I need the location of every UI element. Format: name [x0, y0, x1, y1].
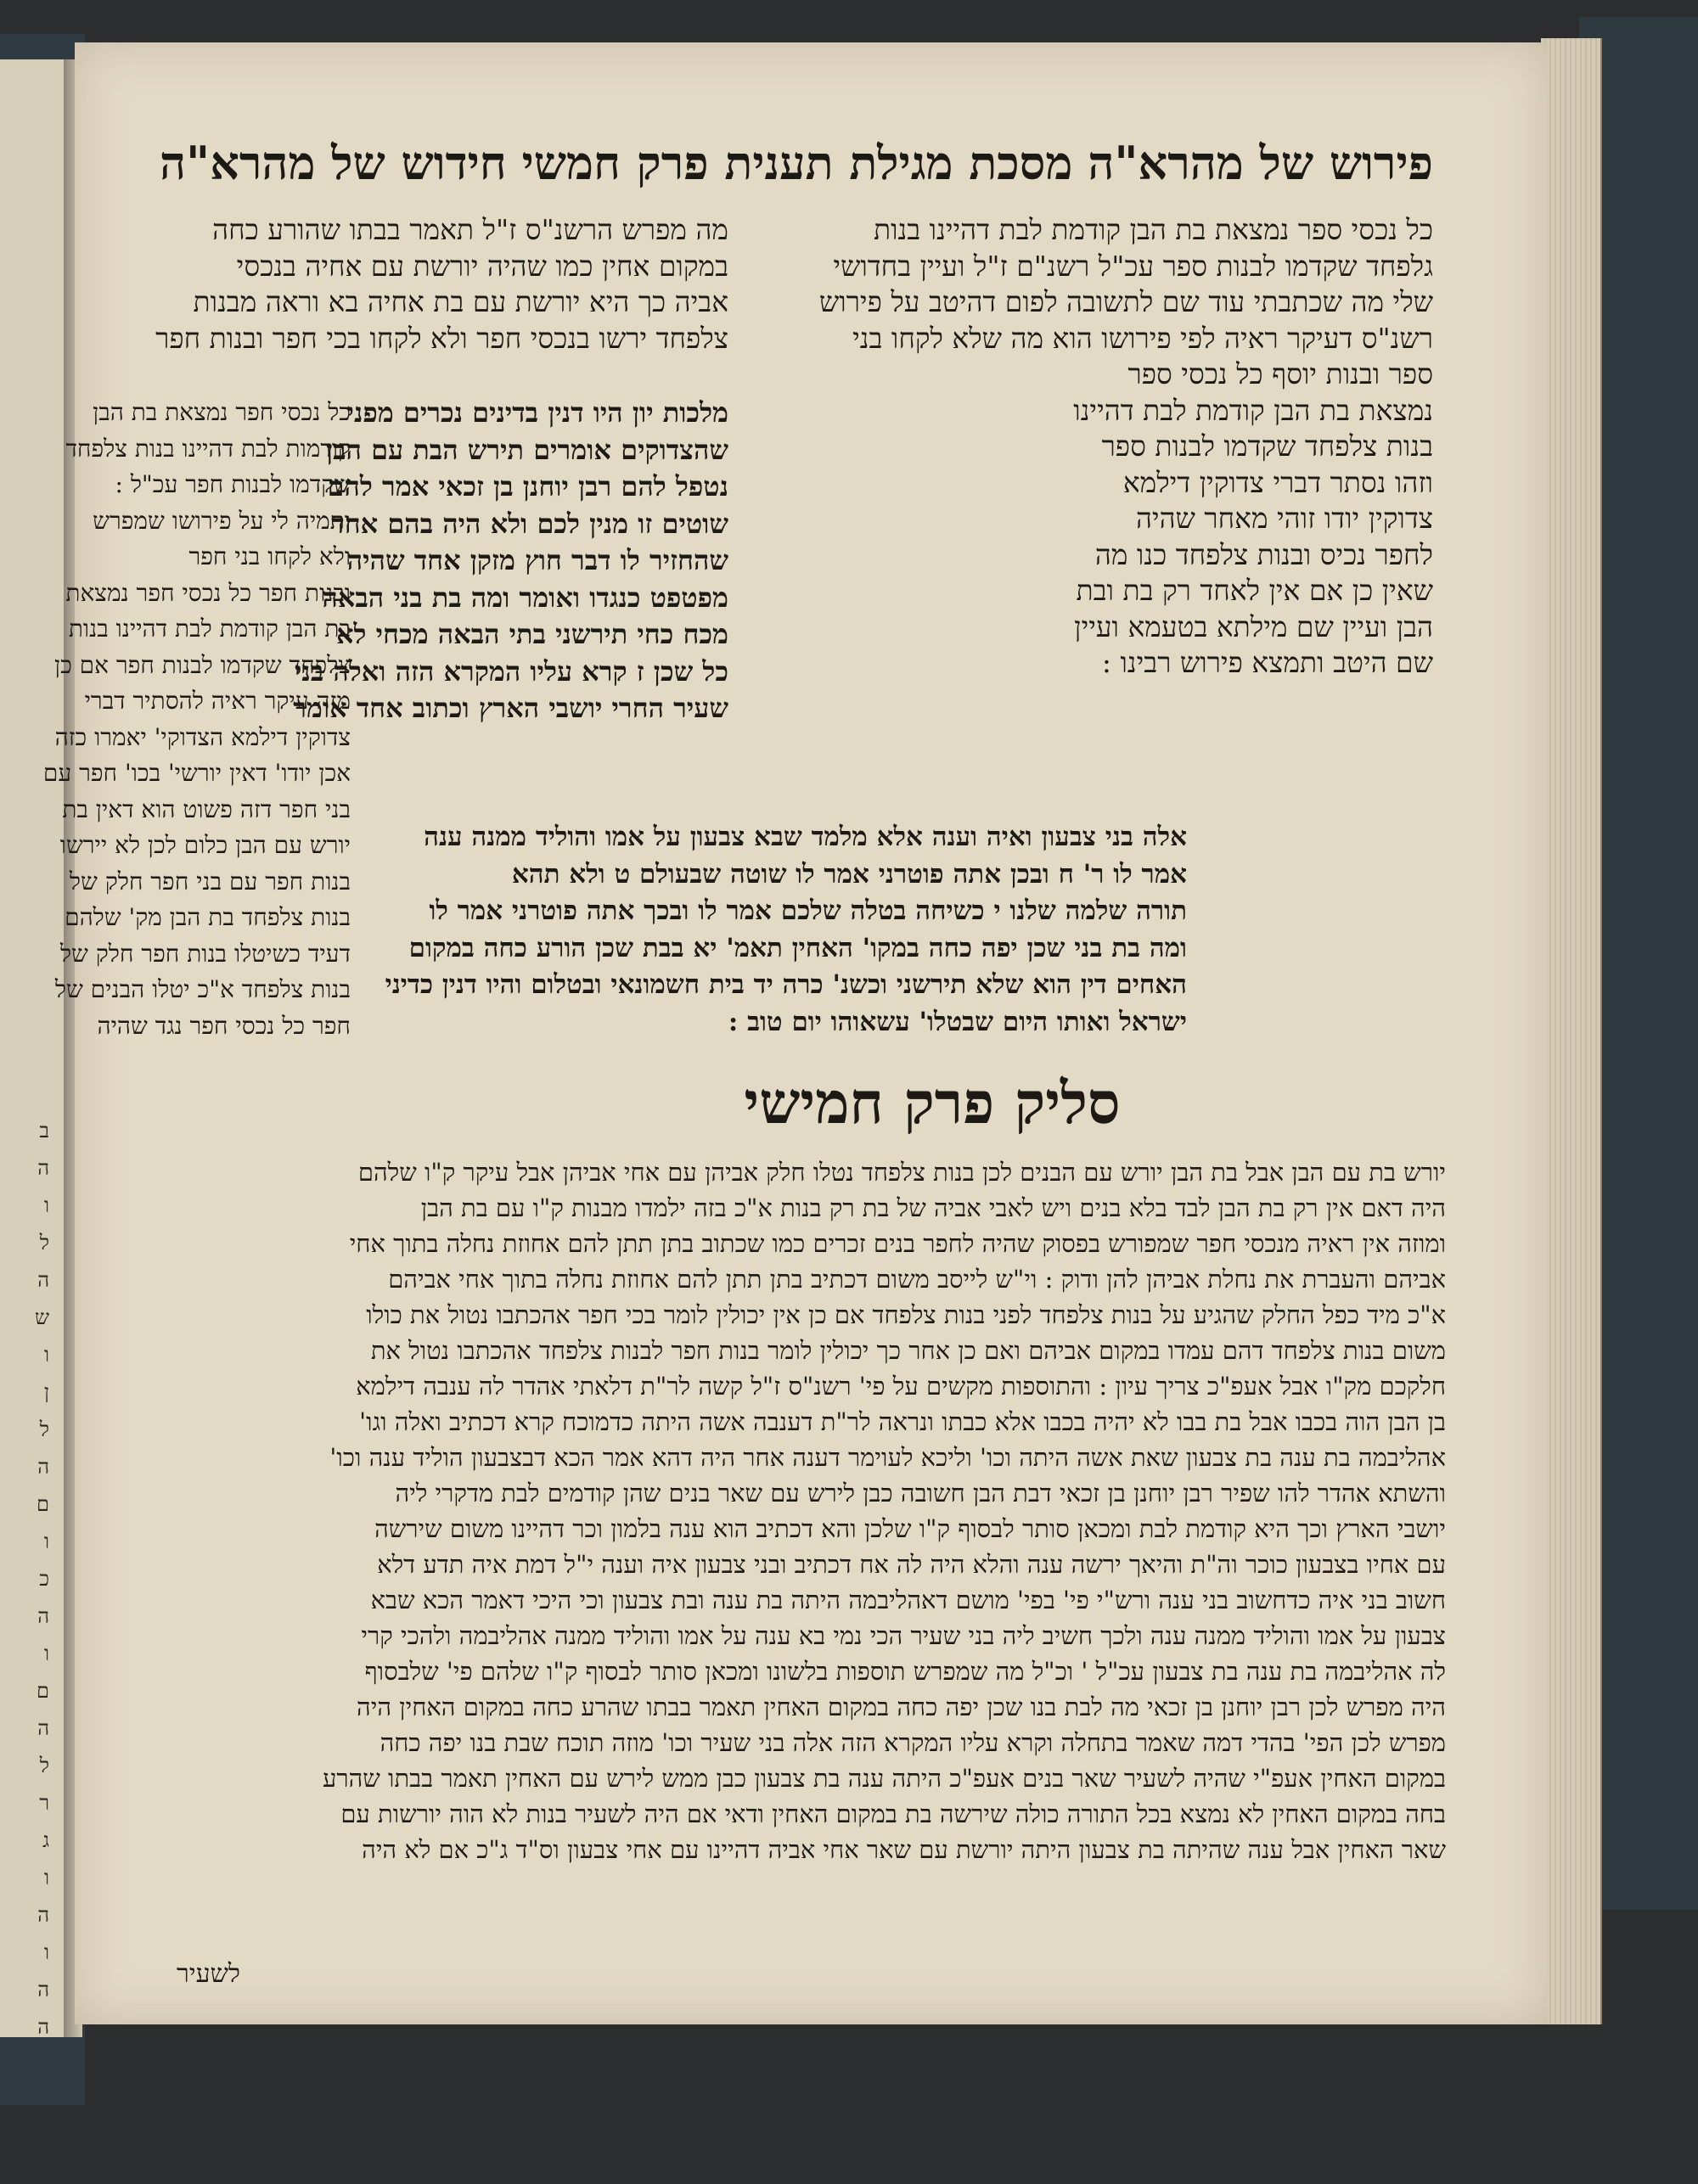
- commentary-line: ספר ובנות יוסף כל נכסי ספר: [1127, 357, 1433, 390]
- facing-page-letter: ו: [43, 1530, 49, 1553]
- facing-page-letter: ל: [39, 1231, 49, 1255]
- commentary-line: במקום האחין אעפ"י שהיה לשעיר שאר בנים אעפ"כ היתה ענה בת צבעון כבן ממש לירש עם האחין תאמר בבתו שהרע: [322, 1764, 1446, 1793]
- facing-page-letter: ו: [43, 1343, 49, 1367]
- novellae-line: ובנות חפר כל נכסי חפר נמצאת: [65, 578, 351, 607]
- commentary-line: שם היטב ותמצא פירוש רבינו :: [1101, 646, 1433, 679]
- facing-page-letter: ם: [37, 1492, 49, 1516]
- commentary-line: יושבי הארץ וכך היא קודמת לבת ומכאן סותר לבסוף ק"ו שלכן והא דכתיב הוא ענה בלמון וכר דהיינו משום שירשה: [374, 1514, 1446, 1543]
- facing-page-letter: ג: [42, 1828, 49, 1852]
- novellae-line: אביה כך היא יורשת עם בת אחיה בא וראה מבנות: [193, 285, 728, 318]
- commentary-line: צדוקין יודו זוהי מאחר שהיה: [1135, 502, 1433, 535]
- novellae-line: צלפחד ירשו בנכסי חפר ולא לקחו בכי חפר ובנות חפר: [155, 321, 728, 355]
- chapter-closing-heading: סליק פרק חמישי: [744, 1070, 1121, 1137]
- facing-page-letter: ה: [37, 1156, 49, 1180]
- novellae-line: בנות צלפחד בת הבן מק' שלהם: [65, 903, 351, 931]
- novellae-line: מה מפרש הרשנ"ס ז"ל תאמר בבתו שהורע כחה: [212, 213, 728, 246]
- commentary-line: היה מפרש לכן רבן יוחנן בן זכאי מה לבת בנו שכן יפה כחה במקום האחין תאמר בבתו שהרע כחה במקום האחין היה: [357, 1693, 1446, 1721]
- facing-page-letter: ו: [43, 1193, 49, 1217]
- commentary-block: [121, 1154, 1446, 1978]
- commentary-line: משום בנות צלפחד דהם עמדו במקום אביהם ואם כן אחר כך יכולין לומר בנות חפר לבנות צלפחד אהכתבו נטול את: [370, 1336, 1446, 1365]
- facing-page-letter: ש: [35, 1305, 49, 1329]
- facing-page-letter: ל: [39, 1754, 49, 1777]
- commentary-line: צבעון על אמו והוליד ממנה ענה ולכך חשיב ליה בני שעיר הכי נמי בא ענה על אמו והוליד ממנה אהליבמה ולהכי קרי: [361, 1621, 1446, 1650]
- commentary-line: עם אחיו בצבעון כוכר וה"ת והיאך ירשה ענה והלא היה לה אח דכתיב ובני צבעון איה וענה י"ל דמת איה תדע דלא: [377, 1550, 1446, 1579]
- main-text-line: תורה שלמה שלנו י כשיחה בטלה שלכם אמר לו ובכך אתה פוטרני אמר לו: [429, 895, 1187, 926]
- commentary-line: לחפר נכיס ובנות צלפחד כנו מה: [1094, 537, 1433, 571]
- novellae-line: דעיד כשיטלו בנות חפר חלק של: [59, 939, 351, 968]
- novellae-line: בת הבן קודמת לבת דהיינו בנות: [68, 615, 351, 643]
- commentary-line: שאין כן אם אין לאחד רק בת ובת: [1076, 574, 1433, 607]
- running-head-center: מסכת מגילת תענית פרק חמשי: [521, 136, 1073, 190]
- main-text-line: ומה בת בני שכן יפה כחה במקו' האחין תאמ' יא בבת שכן הורע כחה במקום: [408, 932, 1187, 963]
- commentary-line: א"כ מיד כפל החלק שהגיע על בנות צלפחד לפני בנות צלפחד אם כן אין יכולין לומר בכי חפר אהכתבו נטול את כולו: [366, 1300, 1446, 1329]
- commentary-line: אהליבמה בת ענה בת צבעון שאת אשה היתה וכו' וליכא לעוימר דענה אחר היה דהא אמר הכא דבצבעון הוליד ענה וכו': [329, 1443, 1446, 1472]
- main-text-column: [295, 395, 728, 828]
- main-text-line: שהחזיר לו דבר חוץ מזקן אחד שהיה: [346, 544, 728, 576]
- novellae-line: במקום אחין כמו שהיה יורשת עם אחיה בנכסי: [236, 249, 728, 283]
- commentary-line: יורש בת עם הבן אבל בת הבן יורש עם הבנים לכן בנות צלפחד נטלו חלק אביהן עם אחי אביהן אבל עיקר ק"ו שלהם: [357, 1158, 1446, 1187]
- main-text-line: אמר לו ר' ח ובכן אתה פוטרני אמר לו שוטה שבעולם ט ולא תהא: [511, 858, 1187, 890]
- facing-page-letter: ל: [39, 1418, 49, 1441]
- commentary-line: וזהו נסתר דברי צדוקין דילמא: [1122, 465, 1433, 499]
- commentary-line: מפרש לכן הפי' בהדי דמה שאמר בתחלה וקרא עליו המקרא הזה אלה בני שעיר וכו' מוזה תוכח שבת בנו יפה כחה: [380, 1728, 1446, 1757]
- facing-page-letter: ב: [39, 1119, 49, 1143]
- main-text-line: כל שכן ז קרא עליו המקרא הזה ואלה בני: [295, 654, 728, 688]
- commentary-line: בן הבן הוה בכבו אבל בת בבו לא יהיה בכבו אלא כבתו ונראה לר"ת דענבה אשה היתה כדמוכח קרא דכתיב ואלה וגו': [359, 1407, 1446, 1436]
- main-text-line: מפטפט כנגדו ואומר ומה בת בני הבאה: [322, 581, 728, 614]
- facing-page-letter: ה: [37, 1716, 49, 1740]
- running-head-left: חידוש של מהרא"ה: [160, 136, 507, 190]
- novellae-line: צלפחד שקדמו לבנות חפר אם כן: [53, 650, 351, 679]
- commentary-line: בחה במקום האחין לא נמצא בכל התורה כולה שירשה בת במקום האחין ודאי אם היה לשעיר בנות לא הוה יורשות עם: [340, 1799, 1446, 1828]
- facing-page-letter: ה: [37, 1978, 49, 2002]
- main-text-line: מלכות יון היו דנין בדינים נכרים מפני: [346, 396, 728, 429]
- facing-page-letter: ה: [37, 2015, 49, 2039]
- main-text-line: שהצדוקים אומרים תירש הבת עם הבן: [325, 433, 728, 466]
- main-text-line: האחים דין הוא שלא תירשני וכשנ' כרה יד בית חשמונאי ובטלום והיו דנין כדיני: [385, 969, 1187, 1000]
- commentary-line: רשנ"ס דעיקר ראיה לפי פירושו הוא מה שלא לקחו בני: [852, 321, 1433, 355]
- main-text-line: אלה בני צבעון ואיה וענה אלא מלמד שבא צבעון על אמו והוליד ממנה ענה: [424, 822, 1187, 852]
- running-head: [160, 136, 1433, 190]
- commentary-line: והשתא אהדר להו שפיר רבן יוחנן בן זכאי דבת הבן חשובה כבן לירש עם שאר בנים שהן קודמים לבת מדקרי ליה: [395, 1479, 1446, 1507]
- commentary-line: חלקכם מק"ו אבל אעפ"כ צריך עיון : והתוספות מקשים על פי' רשנ"ס ז"ל קשה לר"ת דלאתי אהדר לה ענבה דילמא: [356, 1372, 1446, 1401]
- commentary-line: שלי מה שכתבתי עוד שם לתשובה לפום דהיטב על פירוש: [818, 285, 1433, 318]
- novellae-line: ותמיה לי על פירושו שמפרש: [93, 506, 351, 535]
- novellae-line: חפר כל נכסי חפר נגד שהיה: [97, 1011, 351, 1040]
- facing-page-letter: ה: [37, 1455, 49, 1479]
- facing-page-letter: ו: [43, 1642, 49, 1665]
- commentary-line: בנות צלפחד שקדמו לבנות ספר: [1101, 430, 1433, 463]
- facing-page-letter: ן: [43, 1380, 49, 1404]
- facing-page-letter: ר: [39, 1791, 49, 1815]
- facing-page-letter: ו: [43, 1940, 49, 1964]
- commentary-line: גלפחד שקדמו לבנות ספר עכ"ל רשנ"ם ז"ל ועיין בחדושי: [833, 249, 1433, 283]
- novellae-line: אכן יודו' דאין יורשי' בכו' חפר עם: [42, 759, 351, 787]
- novellae-line: יורש עם הבן כלום לכן לא יירשו: [59, 831, 351, 859]
- facing-page-letter: ם: [37, 1679, 49, 1703]
- novellae-line: קודמות לבת דהיינו בנות צלפחד: [65, 434, 351, 463]
- novellae-line: ולא לקחו בני חפר: [188, 542, 351, 570]
- commentary-line: לה אהליבמה בת ענה בת צבעון עכ"ל ' וכ"ל מה שמפרש תוספות בלשונו ומכאן סותר לבסוף ק"ו שלהם פי' שלבסוף: [364, 1657, 1446, 1686]
- main-text-line: שוטים זו מנין לכם ולא היה בהם אחד: [331, 507, 728, 540]
- facing-page-letter: ה: [37, 1268, 49, 1292]
- novellae-line: בנות חפר עם בני חפר חלק של: [69, 867, 351, 895]
- commentary-line: היה דאם אין רק בת הבן לבד בלא בנים ויש לאבי אביה של בת רק בנות א"כ בזה ילמדו מבנות ק"ו עם בת הבן: [420, 1193, 1446, 1222]
- printed-page: [42, 42, 1548, 2024]
- novellae-line: מזה עיקר ראיה להסתיר דברי: [84, 687, 351, 715]
- commentary-line: הבן ועיין שם מילתא בטעמא ועיין: [1074, 609, 1433, 643]
- main-text-line: מכח כחי תירשני בתי הבאה מכחי לא: [336, 618, 728, 650]
- novellae-line: שקדמו לבנות חפר עכ"ל :: [115, 470, 351, 498]
- main-text-line: ישראל ואותו היום שבטלו' עשאוהו יום טוב :: [728, 1006, 1187, 1037]
- running-head-right: פירוש של מהרא"ה: [1088, 136, 1433, 190]
- facing-page-letter: ה: [37, 1903, 49, 1927]
- novellae-upper-block: [155, 212, 728, 373]
- catchword: לשעיר: [177, 1959, 240, 1989]
- facing-page-letter: ו: [43, 1866, 49, 1889]
- commentary-line: שאר האחין אבל ענה שהיתה בת צבעון היתה יורשת עם שאר אחי אביה דהיינו עם אחי צבעון וס"ד ג"כ אם לא היה: [362, 1835, 1446, 1864]
- commentary-line: חשוב בני איה כדחשוב בני ענה ורש"י פי' בפי' מושם דאהליבמה היתה בת ענה ובת צבעון וכי היכי דאמר הכא שבא: [370, 1586, 1446, 1614]
- commentary-right-column: [737, 212, 1433, 806]
- main-text-line: שעיר החרי יושבי הארץ וכתוב אחד אומר: [293, 692, 728, 724]
- novellae-line: בני חפר דזה פשוט הוא דאין בת: [62, 794, 351, 823]
- facing-page-letter: כ: [39, 1567, 49, 1591]
- facing-page-edge: [0, 59, 65, 2037]
- commentary-line: אביהם והעברת את נחלת אביהן להן ודוק : וי"ש לייסב משום דכתיב בתן תתן להם אחוזת נחלה בתוך אחי אביהם: [388, 1265, 1446, 1294]
- main-text-body: [228, 819, 1187, 1040]
- commentary-line: נמצאת בת הבן קודמת לבת דהיינו: [1073, 393, 1433, 427]
- novellae-line: בנות צלפחד א"כ יטלו הבנים של: [54, 975, 351, 1003]
- facing-page-letter: ה: [37, 1604, 49, 1628]
- main-text-line: נטפל להם רבן יוחנן בן זכאי אמר להם: [327, 470, 728, 502]
- facing-page-letters: [7, 1112, 49, 2046]
- page-stack-edge: [1541, 38, 1602, 2024]
- novellae-line: כל נכסי חפר נמצאת בת הבן: [93, 398, 351, 426]
- commentary-line: כל נכסי ספר נמצאת בת הבן קודמת לבת דהיינו בנות: [873, 213, 1433, 246]
- novellae-line: צדוקין דילמא הצדוקי' יאמרו כזה: [54, 722, 351, 751]
- commentary-line: ומוזה אין ראיה מנכסי חפר שמפורש בפסוק שהיה לחפר בנים זכרים כמו שכתוב בתן תתן להם אחוזת נחלה בתוך אחי: [349, 1229, 1446, 1258]
